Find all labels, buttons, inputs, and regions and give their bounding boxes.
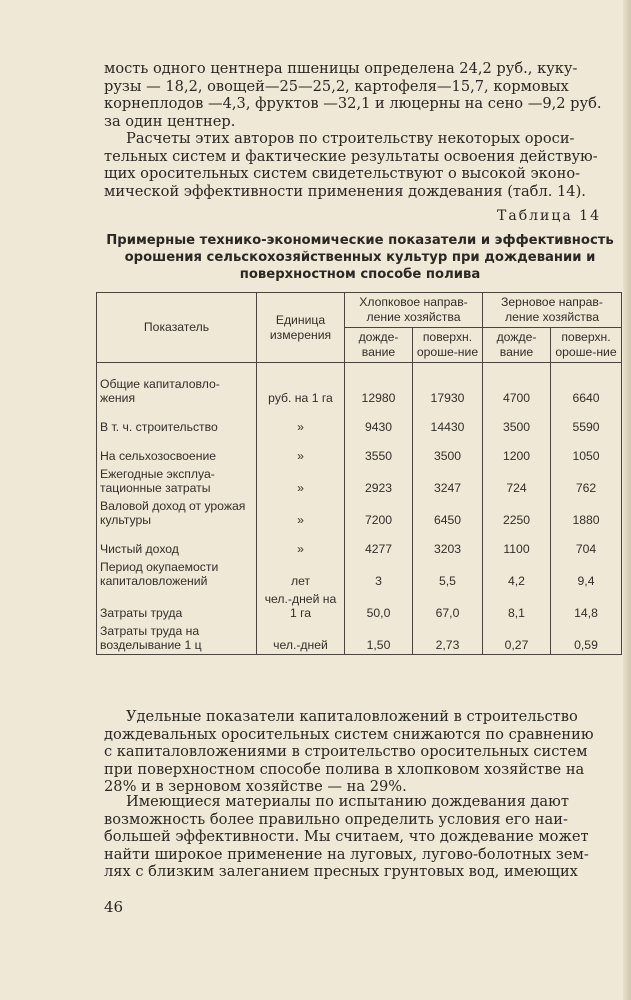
cell-unit: » [257, 529, 345, 558]
cell-value: 3 [345, 558, 413, 590]
indicators-table [96, 292, 622, 655]
cell-indicator: Чистый доход [97, 529, 257, 558]
text-line: тельных систем и фактические результаты освоения действую- [104, 147, 598, 165]
cell-unit: руб. на 1 га [257, 363, 345, 408]
cell-indicator: Общие капиталовло-жения [97, 363, 257, 408]
cell-value: 12980 [345, 363, 413, 408]
cell-value: 2923 [345, 465, 413, 497]
cell-value: 1880 [551, 497, 622, 529]
cell-value: 9430 [345, 407, 413, 436]
cell-unit: лет [257, 558, 345, 590]
page-edge-shadow [623, 0, 631, 1000]
table-row [97, 436, 622, 465]
cell-indicator: На сельхозосвоение [97, 436, 257, 465]
cell-value: 6450 [413, 497, 483, 529]
text-line: 28% и в зерновом хозяйстве — на 29%. [104, 778, 407, 796]
text-line: Удельные показатели капиталовложений в строительство [126, 708, 578, 725]
text-line: дождевальных оросительных систем снижаются по сравнению [104, 725, 594, 743]
cell-indicator: Затраты труда [97, 590, 257, 622]
paragraph-prices [104, 60, 616, 130]
cell-value: 6640 [551, 363, 622, 408]
cell-value: 1200 [483, 436, 551, 465]
header-unit: Единица измерения [257, 293, 345, 363]
cell-value: 5590 [551, 407, 622, 436]
page-number: 46 [104, 898, 124, 916]
cell-value: 50,0 [345, 590, 413, 622]
table-row [97, 363, 622, 408]
cell-value: 7200 [345, 497, 413, 529]
text-line: с капиталовложениями в строительство оросительных систем [104, 743, 588, 761]
table-title-line: Примерные технико-экономические показатели и эффективность [106, 233, 614, 248]
paragraph-specific-indicators [104, 708, 616, 796]
cell-indicator: В т. ч. строительство [97, 407, 257, 436]
text-line: при поверхностном способе полива в хлопковом хозяйстве на [104, 760, 585, 778]
cell-indicator: Период окупаемости капиталовложений [97, 558, 257, 590]
cell-value: 724 [483, 465, 551, 497]
paragraph-conclusion [104, 793, 616, 881]
cell-value: 9,4 [551, 558, 622, 590]
text-line: возможность более правильно определить условия его наи- [104, 810, 568, 828]
cell-value: 3247 [413, 465, 483, 497]
header-cotton-group: Хлопковое направ-ление хозяйства [345, 293, 483, 328]
text-line: лях с близким залеганием пресных грунтовых вод, имеющих [104, 863, 578, 881]
cell-unit: » [257, 407, 345, 436]
cell-unit: чел.-дней [257, 622, 345, 655]
header-indicator: Показатель [97, 293, 257, 363]
cell-value: 4700 [483, 363, 551, 408]
cell-value: 762 [551, 465, 622, 497]
cell-value: 704 [551, 529, 622, 558]
text-line: рузы — 18,2, овощей—25—25,2, картофеля—15,7, кормовых [104, 77, 569, 95]
cell-indicator: Затраты труда на возделывание 1 ц [97, 622, 257, 655]
cell-value: 14430 [413, 407, 483, 436]
cell-value: 2,73 [413, 622, 483, 655]
cell-value: 5,5 [413, 558, 483, 590]
table-title-line: орошения сельскохозяйственных культур при дождевании и [124, 250, 596, 265]
text-line: корнеплодов —4,3, фруктов —32,1 и люцерны на сено —9,2 руб. [104, 95, 602, 113]
cell-value: 1100 [483, 529, 551, 558]
table-row [97, 407, 622, 436]
header-surface-grain: поверхн. ороше-ние [551, 328, 622, 363]
table-row [97, 558, 622, 590]
table-title [104, 232, 616, 283]
table-row [97, 497, 622, 529]
text-line: найти широкое применение на луговых, лугово-болотных зем- [104, 845, 589, 863]
cell-value: 14,8 [551, 590, 622, 622]
text-line: мической эффективности применения дождевания (табл. 14). [104, 182, 586, 200]
cell-value: 3550 [345, 436, 413, 465]
cell-value: 17930 [413, 363, 483, 408]
cell-value: 4277 [345, 529, 413, 558]
text-line: Имеющиеся материалы по испытанию дождевания дают [126, 793, 569, 810]
cell-value: 0,59 [551, 622, 622, 655]
cell-value: 0,27 [483, 622, 551, 655]
cell-value: 8,1 [483, 590, 551, 622]
cell-value: 3500 [413, 436, 483, 465]
cell-unit: чел.-дней на 1 га [257, 590, 345, 622]
header-sprinkling-cotton: дожде-вание [345, 328, 413, 363]
table-row [97, 622, 622, 655]
table-title-line: поверхностном способе полива [239, 267, 481, 282]
table-row [97, 529, 622, 558]
cell-unit: » [257, 497, 345, 529]
header-sprinkling-grain: дожде-вание [483, 328, 551, 363]
table-row [97, 465, 622, 497]
table-number-label: Таблица 14 [497, 208, 601, 224]
text-line: мость одного центнера пшеницы определена 24,2 руб., куку- [104, 60, 578, 77]
cell-value: 2250 [483, 497, 551, 529]
text-line: Расчеты этих авторов по строительству некоторых ороси- [126, 130, 575, 147]
header-surface-cotton: поверхн. ороше-ние [413, 328, 483, 363]
cell-value: 3500 [483, 407, 551, 436]
paragraph-calculations [104, 130, 616, 200]
cell-unit: » [257, 436, 345, 465]
cell-value: 1050 [551, 436, 622, 465]
header-grain-group: Зерновое направ-ление хозяйства [483, 293, 622, 328]
text-line: большей эффективности. Мы считаем, что дождевание может [104, 828, 589, 846]
cell-indicator: Валовой доход от урожая культуры [97, 497, 257, 529]
cell-value: 67,0 [413, 590, 483, 622]
cell-indicator: Ежегодные эксплуа-тационные затраты [97, 465, 257, 497]
text-line: щих оросительных систем свидетельствуют о высокой эконо- [104, 165, 581, 183]
cell-unit: » [257, 465, 345, 497]
text-line: за один центнер. [104, 112, 236, 130]
cell-value: 4,2 [483, 558, 551, 590]
table-row [97, 590, 622, 622]
cell-value: 3203 [413, 529, 483, 558]
cell-value: 1,50 [345, 622, 413, 655]
